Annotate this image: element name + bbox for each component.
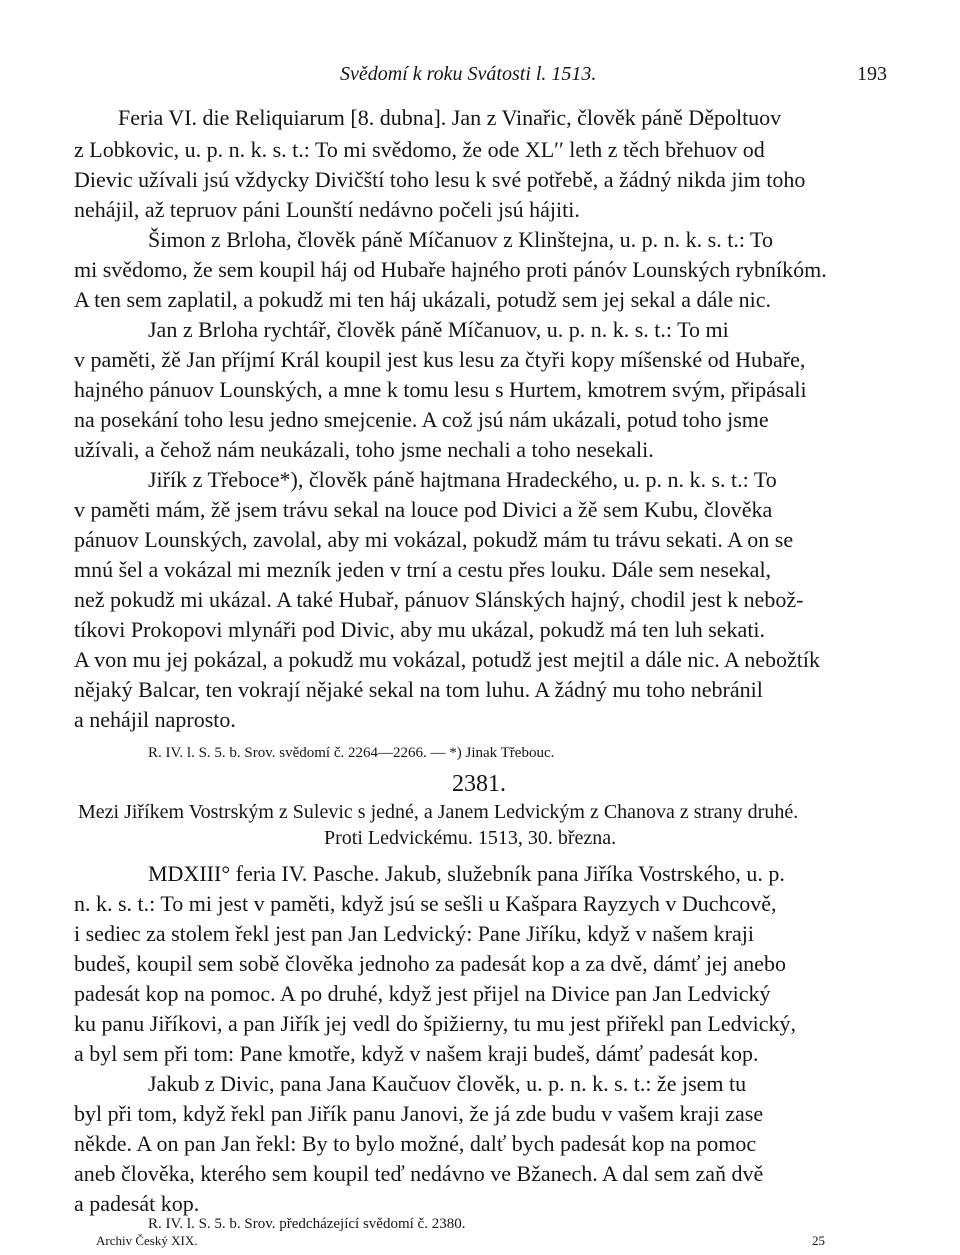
source-note: R. IV. l. S. 5. b. Srov. svědomí č. 2264—2266. — *) Jinak Třebouc. [148, 745, 555, 761]
text-line: než pokudž mi ukázal. A také Hubař, pánuov Slánských hajný, chodil jest k nebož- [74, 587, 804, 612]
text-line: padesát kop na pomoc. A po druhé, když jest přijel na Divice pan Jan Ledvický [74, 981, 771, 1006]
source-note: R. IV. l. S. 5. b. Srov. předcházející svědomí č. 2380. [148, 1216, 466, 1232]
running-header-title: Svědomí k roku Svátosti l. 1513. [340, 63, 597, 85]
text-line: hajného pánuov Lounských, a mne k tomu lesu s Hurtem, kmotrem svým, připásali [74, 377, 807, 402]
section-subheading: Proti Ledvickému. 1513, 30. března. [324, 827, 617, 849]
text-line: mi svědomo, že sem koupil háj od Hubaře hajného proti pánóv Lounských rybníkóm. [74, 257, 827, 282]
text-line: užívali, a čehož nám neukázali, toho jsme nechali a toho nesekali. [74, 437, 654, 462]
text-line: Feria VI. die Reliquiarum [8. dubna]. Jan z Vinařic, člověk páně Děpoltuov [118, 105, 782, 130]
footer-right: 25 [812, 1233, 825, 1248]
text-line: Šimon z Brloha, člověk páně Míčanuov z Klinštejna, u. p. n. k. s. t.: To [148, 227, 773, 252]
section-heading: Mezi Jiříkem Vostrským z Sulevic s jedné, a Janem Ledvickým z Chanova z strany druhé. [78, 801, 799, 823]
text-line: v paměti, žě Jan příjmí Král koupil jest kus lesu za čtyři kopy míšenské od Hubaře, [74, 347, 806, 372]
text-line: Dievic užívali jsú vždycky Divičští toho lesu k své potřebě, a žádný nikda jim toho [74, 167, 806, 192]
text-line: nehájil, až tepruov páni Lounští nedávno počeli jsú hájiti. [74, 197, 580, 222]
text-line: a padesát kop. [74, 1191, 200, 1216]
text-line: n. k. s. t.: To mi jest v paměti, když jsú se sešli u Kašpara Rayzych v Duchcově, [74, 891, 777, 916]
text-line: někde. A on pan Jan řekl: By to bylo možné, dalť bych padesát kop na pomoc [74, 1131, 757, 1156]
text-line: z Lobkovic, u. p. n. k. s. t.: To mi svědomo, že ode XL′′ leth z těch břehuov od [74, 137, 765, 162]
text-line: v paměti mám, žě jsem trávu sekal na louce pod Divici a žě sem Kubu, člověka [74, 497, 773, 522]
section-number: 2381. [452, 771, 506, 797]
text-line: ku panu Jiříkovi, a pan Jiřík jej vedl do špižierny, tu mu jest přiřekl pan Ledvický, [74, 1011, 796, 1036]
text-line: Jiřík z Třeboce*), člověk páně hajtmana Hradeckého, u. p. n. k. s. t.: To [148, 467, 777, 492]
text-line: byl při tom, když řekl pan Jiřík panu Janovi, že já zde budu v vašem kraji zase [74, 1101, 764, 1126]
text-line: na posekání toho lesu jedno smejcenie. A což jsú nám ukázali, potud toho jsme [74, 407, 769, 432]
text-line: Jakub z Divic, pana Jana Kaučuov člověk, u. p. n. k. s. t.: že jsem tu [148, 1071, 747, 1096]
text-line: a byl sem při tom: Pane kmotře, když v našem kraji budeš, dámť padesát kop. [74, 1041, 759, 1066]
text-line: aneb člověka, kterého sem koupil teď nedávno ve Bžanech. A dal sem zaň dvě [74, 1161, 764, 1186]
text-line: pánuov Lounských, zavolal, aby mi vokázal, pokudž mám tu trávu sekati. A on se [74, 527, 794, 552]
text-line: mnú šel a vokázal mi mezník jeden v trní a cestu přes louku. Dále sem nesekal, [74, 557, 772, 582]
text-line: nějaký Balcar, ten vokrají nějaké sekal na tom luhu. A žádný mu toho nebránil [74, 677, 763, 702]
text-line: Jan z Brloha rychtář, člověk páně Míčanuov, u. p. n. k. s. t.: To mi [148, 317, 729, 342]
text-line: A ten sem zaplatil, a pokudž mi ten háj ukázali, potudž sem jej sekal a dále nic. [74, 287, 772, 312]
text-line: tíkovi Prokopovi mlynáři pod Divic, aby mu ukázal, pokudž má ten luh sekati. [74, 617, 766, 642]
text-line: A von mu jej pokázal, a pokudž mu vokázal, potudž jest mejtil a dále nic. A nebožtík [74, 647, 820, 672]
text-line: i sediec za stolem řekl jest pan Jan Ledvický: Pane Jiříku, když v našem kraji [74, 921, 754, 946]
text-line: a nehájil naprosto. [74, 707, 236, 732]
page-number: 193 [857, 63, 887, 85]
text-line: MDXIII° feria IV. Pasche. Jakub, služebník pana Jiříka Vostrského, u. p. [148, 861, 785, 886]
text-line: budeš, koupil sem sobě člověka jednoho za padesát kop a za dvě, dámť jej anebo [74, 951, 786, 976]
footer-left: Archiv Český XIX. [96, 1233, 198, 1248]
